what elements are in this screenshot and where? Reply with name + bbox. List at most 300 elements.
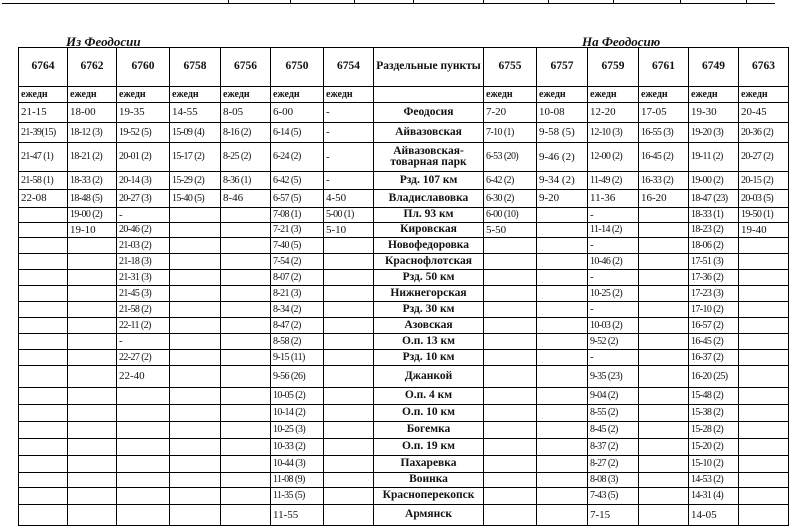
time-cell: 22-11 (2) (117, 318, 170, 334)
time-cell: 18-33 (1) (689, 208, 739, 223)
train-number-cell: 6759 (588, 48, 639, 87)
time-cell: 6-14 (5) (271, 123, 324, 143)
time-cell (170, 366, 221, 388)
time-cell: - (588, 270, 639, 286)
table-row (19, 439, 789, 456)
time-cell (19, 334, 68, 350)
time-cell: 21-47 (1) (19, 143, 68, 172)
time-cell (221, 286, 271, 302)
time-cell: 16-20 (639, 190, 689, 208)
train-number-cell: 6762 (68, 48, 117, 87)
frequency-cell: ежедн (324, 87, 374, 103)
time-cell (484, 388, 537, 405)
time-cell (170, 286, 221, 302)
time-cell (739, 422, 789, 439)
time-cell: 19-20 (3) (689, 123, 739, 143)
table-row (19, 488, 789, 505)
time-cell (484, 286, 537, 302)
time-cell: - (588, 208, 639, 223)
time-cell (68, 302, 117, 318)
time-cell: 9-46 (2) (537, 143, 588, 172)
time-cell (324, 286, 374, 302)
time-cell: 8-36 (1) (221, 172, 271, 190)
time-cell (484, 473, 537, 488)
train-number-cell: 6754 (324, 48, 374, 87)
table-row (19, 422, 789, 439)
time-cell (537, 254, 588, 270)
time-cell: 18-06 (2) (689, 238, 739, 254)
time-cell: 6-24 (2) (271, 143, 324, 172)
time-cell (68, 456, 117, 473)
time-cell: 9-20 (537, 190, 588, 208)
station-name: О.п. 19 км (374, 439, 484, 456)
time-cell (537, 223, 588, 238)
time-cell: 17-51 (3) (689, 254, 739, 270)
timetable (18, 47, 789, 526)
station-header-blank (374, 87, 484, 103)
table-row (19, 123, 789, 143)
time-cell (117, 439, 170, 456)
time-cell: 8-34 (2) (271, 302, 324, 318)
table-row (19, 143, 789, 172)
time-cell (739, 350, 789, 366)
time-cell: 4-50 (324, 190, 374, 208)
frequency-cell: ежедн (537, 87, 588, 103)
station-name: Богемка (374, 422, 484, 439)
time-cell (117, 505, 170, 526)
station-name: Рзд. 50 км (374, 270, 484, 286)
time-cell: 8-55 (2) (588, 405, 639, 422)
top-strip-tick (548, 0, 549, 4)
time-cell: 21-58 (1) (19, 172, 68, 190)
time-cell: - (588, 238, 639, 254)
train-number-cell: 6757 (537, 48, 588, 87)
station-name: Армянск (374, 505, 484, 526)
time-cell: 8-27 (2) (588, 456, 639, 473)
time-cell (537, 388, 588, 405)
time-cell (537, 505, 588, 526)
table-row (19, 254, 789, 270)
time-cell: 12-10 (3) (588, 123, 639, 143)
time-cell (19, 223, 68, 238)
time-cell: 6-00 (271, 103, 324, 123)
time-cell (19, 270, 68, 286)
time-cell: 20-27 (3) (117, 190, 170, 208)
train-number-cell: 6763 (739, 48, 789, 87)
time-cell: 19-00 (2) (68, 208, 117, 223)
time-cell: 11-55 (271, 505, 324, 526)
station-name: О.п. 4 км (374, 388, 484, 405)
time-cell: 21-39(15) (19, 123, 68, 143)
time-cell (324, 439, 374, 456)
station-name: Рзд. 10 км (374, 350, 484, 366)
table-row (19, 286, 789, 302)
train-number-cell: 6764 (19, 48, 68, 87)
table-row (19, 208, 789, 223)
time-cell: - (588, 302, 639, 318)
time-cell: 21-18 (3) (117, 254, 170, 270)
time-cell: 19-35 (117, 103, 170, 123)
time-cell (170, 350, 221, 366)
time-cell: 7-54 (2) (271, 254, 324, 270)
time-cell (739, 334, 789, 350)
time-cell: 20-15 (2) (739, 172, 789, 190)
time-cell (221, 388, 271, 405)
time-cell: 7-10 (1) (484, 123, 537, 143)
train-number-cell: 6756 (221, 48, 271, 87)
time-cell (170, 318, 221, 334)
time-cell: 20-36 (2) (739, 123, 789, 143)
time-cell (221, 208, 271, 223)
time-cell (639, 302, 689, 318)
time-cell: 10-14 (2) (271, 405, 324, 422)
time-cell: 11-36 (588, 190, 639, 208)
time-cell: - (117, 208, 170, 223)
time-cell (68, 366, 117, 388)
time-cell: 19-30 (689, 103, 739, 123)
time-cell (117, 388, 170, 405)
time-cell: 17-36 (2) (689, 270, 739, 286)
time-cell: 15-29 (2) (170, 172, 221, 190)
time-cell (639, 473, 689, 488)
time-cell: 12-00 (2) (588, 143, 639, 172)
time-cell (170, 302, 221, 318)
time-cell: 18-47 (23) (689, 190, 739, 208)
frequency-cell: ежедн (689, 87, 739, 103)
time-cell: 7-08 (1) (271, 208, 324, 223)
time-cell (68, 286, 117, 302)
time-cell (221, 302, 271, 318)
time-cell: 7-15 (588, 505, 639, 526)
time-cell (68, 422, 117, 439)
time-cell: 10-44 (3) (271, 456, 324, 473)
time-cell (170, 456, 221, 473)
time-cell: 8-45 (2) (588, 422, 639, 439)
table-row (19, 388, 789, 405)
time-cell: 8-47 (2) (271, 318, 324, 334)
time-cell: 14-55 (170, 103, 221, 123)
time-cell (19, 439, 68, 456)
table-row (19, 473, 789, 488)
time-cell: 11-08 (9) (271, 473, 324, 488)
time-cell (324, 270, 374, 286)
time-cell: 5-50 (484, 223, 537, 238)
time-cell: 10-08 (537, 103, 588, 123)
time-cell (170, 505, 221, 526)
time-cell: 18-21 (2) (68, 143, 117, 172)
time-cell (68, 270, 117, 286)
time-cell: 9-35 (23) (588, 366, 639, 388)
time-cell: 16-45 (2) (689, 334, 739, 350)
train-number-cell: 6760 (117, 48, 170, 87)
time-cell (221, 238, 271, 254)
time-cell: 20-27 (2) (739, 143, 789, 172)
time-cell: 16-33 (2) (639, 172, 689, 190)
station-name: Воинка (374, 473, 484, 488)
time-cell (739, 405, 789, 422)
time-cell: 17-10 (2) (689, 302, 739, 318)
table-row (19, 405, 789, 422)
time-cell (484, 254, 537, 270)
time-cell: 16-55 (3) (639, 123, 689, 143)
time-cell (639, 505, 689, 526)
time-cell (19, 318, 68, 334)
time-cell (484, 318, 537, 334)
top-strip-tick (746, 0, 747, 4)
frequency-cell: ежедн (117, 87, 170, 103)
time-cell (324, 254, 374, 270)
top-strip-tick (413, 0, 414, 4)
time-cell (537, 456, 588, 473)
time-cell (537, 270, 588, 286)
time-cell (639, 286, 689, 302)
table-row (19, 190, 789, 208)
top-strip-tick (483, 0, 484, 4)
time-cell (170, 238, 221, 254)
time-cell: 15-09 (4) (170, 123, 221, 143)
time-cell (221, 270, 271, 286)
time-cell (537, 439, 588, 456)
time-cell (221, 366, 271, 388)
time-cell (170, 488, 221, 505)
time-cell: 19-40 (739, 223, 789, 238)
time-cell: - (324, 143, 374, 172)
time-cell (117, 488, 170, 505)
time-cell (117, 456, 170, 473)
frequency-cell: ежедн (588, 87, 639, 103)
time-cell: 8-25 (2) (221, 143, 271, 172)
time-cell: 15-17 (2) (170, 143, 221, 172)
table-row (19, 350, 789, 366)
table-row (19, 270, 789, 286)
train-number-cell: 6761 (639, 48, 689, 87)
time-cell (68, 334, 117, 350)
header-row-trains (19, 48, 789, 87)
top-strip (0, 0, 775, 4)
caption-to-feodosia: На Феодосию (582, 34, 661, 49)
time-cell: 5-10 (324, 223, 374, 238)
train-number-cell: 6749 (689, 48, 739, 87)
time-cell (19, 350, 68, 366)
time-cell (68, 388, 117, 405)
time-cell (324, 238, 374, 254)
frequency-cell: ежедн (639, 87, 689, 103)
time-cell: 6-42 (5) (271, 172, 324, 190)
time-cell (170, 208, 221, 223)
table-row (19, 366, 789, 388)
time-cell (739, 238, 789, 254)
time-cell (537, 286, 588, 302)
time-cell: 8-16 (2) (221, 123, 271, 143)
time-cell: 6-42 (2) (484, 172, 537, 190)
time-cell (739, 254, 789, 270)
time-cell (19, 405, 68, 422)
time-cell: 15-28 (2) (689, 422, 739, 439)
time-cell: 9-58 (5) (537, 123, 588, 143)
time-cell: 18-48 (5) (68, 190, 117, 208)
time-cell (739, 270, 789, 286)
time-cell (639, 439, 689, 456)
time-cell: 8-37 (2) (588, 439, 639, 456)
time-cell (537, 208, 588, 223)
time-cell (170, 405, 221, 422)
time-cell: 15-40 (5) (170, 190, 221, 208)
time-cell: 14-31 (4) (689, 488, 739, 505)
time-cell (221, 422, 271, 439)
time-cell: 16-37 (2) (689, 350, 739, 366)
time-cell (19, 488, 68, 505)
time-cell (484, 366, 537, 388)
frequency-cell: ежедн (221, 87, 271, 103)
time-cell (639, 422, 689, 439)
time-cell (639, 456, 689, 473)
station-name: Пл. 93 км (374, 208, 484, 223)
time-cell (221, 456, 271, 473)
time-cell: 6-00 (10) (484, 208, 537, 223)
station-name: Новофедоровка (374, 238, 484, 254)
table-row (19, 238, 789, 254)
top-strip-tick (613, 0, 614, 4)
time-cell (170, 223, 221, 238)
time-cell (484, 456, 537, 473)
time-cell: - (117, 334, 170, 350)
station-name: Кировская (374, 223, 484, 238)
time-cell (537, 334, 588, 350)
time-cell (639, 223, 689, 238)
time-cell: 10-33 (2) (271, 439, 324, 456)
station-name: О.п. 13 км (374, 334, 484, 350)
train-number-cell: 6755 (484, 48, 537, 87)
station-name: Джанкой (374, 366, 484, 388)
table-row (19, 318, 789, 334)
time-cell: 20-03 (5) (739, 190, 789, 208)
time-cell: 21-58 (2) (117, 302, 170, 318)
time-cell (170, 270, 221, 286)
time-cell: 10-05 (2) (271, 388, 324, 405)
time-cell (221, 350, 271, 366)
time-cell (117, 473, 170, 488)
time-cell (639, 488, 689, 505)
time-cell: 22-27 (2) (117, 350, 170, 366)
time-cell (221, 488, 271, 505)
time-cell (537, 318, 588, 334)
time-cell (68, 473, 117, 488)
frequency-cell: ежедн (484, 87, 537, 103)
time-cell (117, 422, 170, 439)
time-cell: 9-52 (2) (588, 334, 639, 350)
time-cell (221, 505, 271, 526)
time-cell (68, 505, 117, 526)
time-cell (537, 238, 588, 254)
time-cell (324, 350, 374, 366)
time-cell: 14-05 (689, 505, 739, 526)
time-cell (484, 505, 537, 526)
time-cell (324, 456, 374, 473)
time-cell: 12-20 (588, 103, 639, 123)
time-cell: 19-52 (5) (117, 123, 170, 143)
table-row (19, 505, 789, 526)
time-cell: 16-20 (25) (689, 366, 739, 388)
top-strip-tick (354, 0, 355, 4)
time-cell (739, 318, 789, 334)
time-cell (170, 439, 221, 456)
time-cell (639, 270, 689, 286)
time-cell: 8-46 (221, 190, 271, 208)
time-cell (639, 405, 689, 422)
time-cell (324, 388, 374, 405)
time-cell: 7-20 (484, 103, 537, 123)
station-name: Нижнегорская (374, 286, 484, 302)
caption-from-feodosia: Из Феодосии (66, 34, 141, 49)
time-cell: 6-57 (5) (271, 190, 324, 208)
time-cell: 16-57 (2) (689, 318, 739, 334)
time-cell: - (324, 103, 374, 123)
time-cell: 9-04 (2) (588, 388, 639, 405)
time-cell (324, 405, 374, 422)
time-cell (484, 350, 537, 366)
station-name: Краснофлотская (374, 254, 484, 270)
time-cell: 6-53 (20) (484, 143, 537, 172)
time-cell (68, 350, 117, 366)
time-cell (324, 505, 374, 526)
time-cell: 22-08 (19, 190, 68, 208)
time-cell: 10-25 (2) (588, 286, 639, 302)
time-cell (739, 302, 789, 318)
time-cell: 15-20 (2) (689, 439, 739, 456)
time-cell (117, 405, 170, 422)
time-cell: 10-03 (2) (588, 318, 639, 334)
time-cell (537, 302, 588, 318)
time-cell: 8-05 (221, 103, 271, 123)
time-cell (221, 254, 271, 270)
time-cell (639, 366, 689, 388)
time-cell (19, 388, 68, 405)
time-cell: 21-03 (2) (117, 238, 170, 254)
time-cell (537, 473, 588, 488)
time-cell (484, 334, 537, 350)
time-cell: 18-33 (2) (68, 172, 117, 190)
time-cell (68, 405, 117, 422)
time-cell: 18-12 (3) (68, 123, 117, 143)
time-cell (739, 388, 789, 405)
time-cell (221, 318, 271, 334)
time-cell (68, 238, 117, 254)
time-cell: 18-23 (2) (689, 223, 739, 238)
time-cell (739, 456, 789, 473)
time-cell (324, 366, 374, 388)
time-cell: 11-35 (5) (271, 488, 324, 505)
time-cell (484, 439, 537, 456)
time-cell: 10-46 (2) (588, 254, 639, 270)
time-cell: - (324, 123, 374, 143)
time-cell: 20-14 (3) (117, 172, 170, 190)
time-cell: 17-05 (639, 103, 689, 123)
time-cell (170, 334, 221, 350)
time-cell: 19-11 (2) (689, 143, 739, 172)
time-cell (324, 422, 374, 439)
time-cell (537, 488, 588, 505)
time-cell: 8-07 (2) (271, 270, 324, 286)
time-cell (639, 388, 689, 405)
time-cell (170, 254, 221, 270)
time-cell (170, 473, 221, 488)
time-cell (639, 238, 689, 254)
time-cell (484, 488, 537, 505)
station-name: Пахаревка (374, 456, 484, 473)
frequency-cell: ежедн (271, 87, 324, 103)
time-cell (19, 473, 68, 488)
time-cell (221, 223, 271, 238)
